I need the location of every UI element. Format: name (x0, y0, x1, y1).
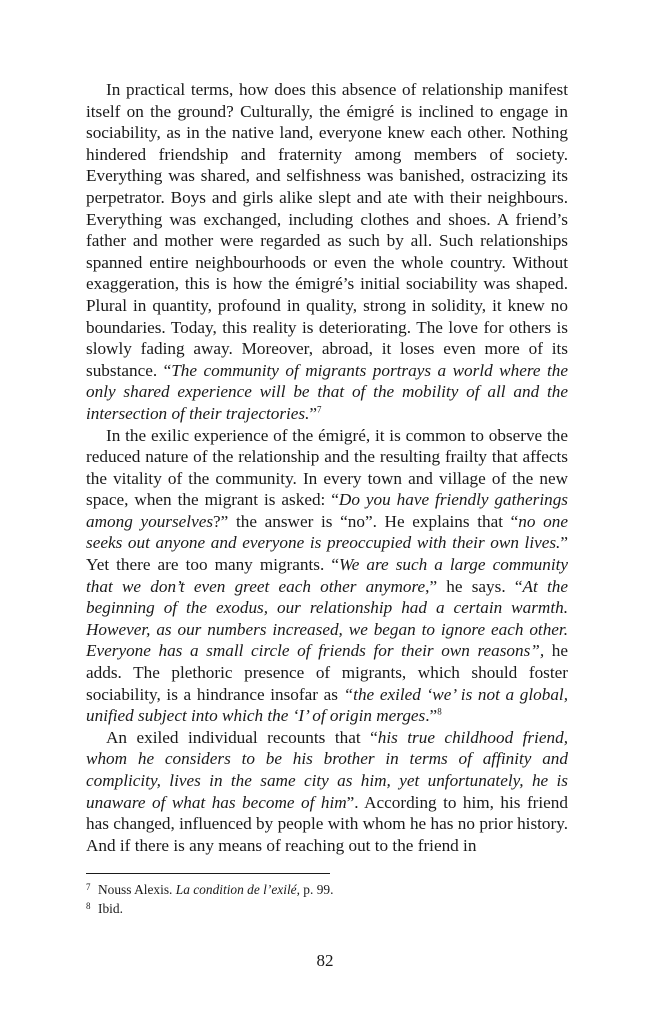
text-run: In practical terms, how does this absence of relationship manifest itself on the ground? Culturally, the émigré is inclined to engage in sociability, as in the native land, everyone knew each other. Nothing hindered friendship and fraternity among members of society. Everything was shared, and selfishness was banished, ostracizing its perpetrator. Boys and girls alike slept and ate with their neighbours. Everything was exchanged, including clothes and shoes. A friend’s father and mother were regarded as such by all. Such relationships spanned entire neighbourhoods or even the whole country. Without exaggeration, this is how the émigré’s initial sociability was shaped. Plural in quantity, profound in quality, strong in solidity, it knew no boundaries. Today, this reality is deteriorating. The love for others is slowly fading away. Moreover, abroad, it loses even more of its substance. “ (86, 80, 568, 380)
text-run: ” Yet there are too many migrants. “ (86, 533, 568, 575)
italic-quote: We are such a large community that we don’t even greet each other anymore (86, 555, 568, 596)
italic-quote: no one seeks out anyone and everyone is preoccupied with their own lives. (86, 511, 568, 553)
footnote-ref: 7 (317, 404, 322, 415)
text-run: Ibid. (98, 901, 123, 917)
paragraph-1 (86, 79, 568, 425)
text-run: In the exilic experience of the émigré, it is common to observe the reduced nature of the relationship and the resulting frailty that affects the vitality of the community. In every town and village of the new space, when the migrant is asked: “ (86, 425, 568, 510)
paragraph-3 (86, 727, 568, 857)
footnote-7: 7 Nouss Alexis. La condition de l’exilé, p. 99. (86, 882, 334, 898)
text-run: Nouss Alexis. (98, 882, 176, 898)
italic-quote: At the beginning of the exodus, our relationship had a certain warmth. However, as our numbers increased, we began to ignore each other. Everyone has a small circle of friends for their own reasons”, (86, 576, 568, 661)
text-run: he adds. The plethoric presence of migrants, which should foster sociability, is a hindrance insofar as (86, 641, 568, 704)
text-run: An exiled individual recounts that “ (106, 727, 378, 747)
italic-quote: Do you have friendly gatherings among yourselves (86, 490, 568, 531)
text-run: ,” he says. “ (425, 576, 523, 596)
page-number: 82 (316, 951, 334, 970)
footnote-separator (86, 873, 330, 874)
italic-quote: “the exiled ‘we’ is not a global, unified subject into which the ‘I’ of origin merges (86, 684, 568, 726)
paragraph-2 (86, 425, 568, 727)
italic-quote: his true childhood friend, whom he considers to be his brother in terms of affinity and complicity, lives in the same city as him, yet unfortunately, he is unaware of what has become of him (86, 727, 569, 812)
footnote-ref: 8 (437, 706, 442, 717)
text-run: ” (309, 403, 318, 423)
italic-quote: La condition de l’exilé (175, 882, 297, 898)
page-body (86, 79, 568, 918)
text-run: ?” the answer is “no”. He explains that “ (213, 511, 519, 531)
footnote-8: 8 Ibid. (86, 901, 123, 917)
text-run: ”. According to him, his friend has changed, influenced by people with whom he has no prior history. And if there is any means of reaching out to the friend in (86, 792, 568, 855)
footnotes (86, 880, 568, 918)
text-run: , p. 99. (296, 882, 334, 898)
text-run: .” (425, 706, 438, 726)
body-text (86, 79, 568, 856)
italic-quote: The community of migrants portrays a world where the only shared experience will be that of the mobility of all and the intersection of their trajectories. (86, 360, 568, 423)
